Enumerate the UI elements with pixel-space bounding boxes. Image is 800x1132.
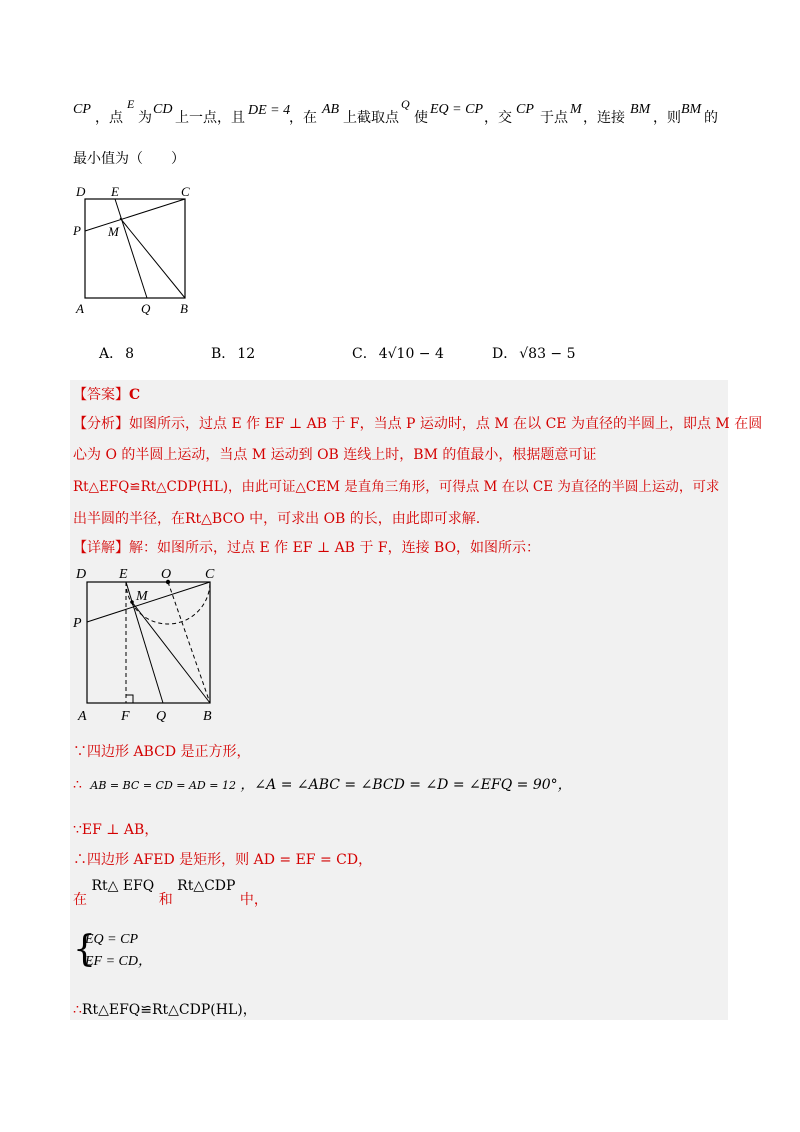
label-Q: Q [141, 301, 151, 316]
right-angle-mark [126, 695, 133, 703]
label-B: B [180, 301, 188, 316]
segment-PC [87, 582, 210, 622]
label-A: A [78, 709, 87, 724]
document-page: CP ，点 E 为 CD 上一点，且 DE = 4 ，在 AB 上截取点 Q 使 EQ = CP ，交 CP 于点 M ，连接 BM ，则 BM 的 最小值为（ ） D E C P M A Q B A． 8 B． 12 C． 4√10 − 4 D． √83 − 5 【答案】C 【分析】如图所示，过点 E 作 EF ⊥ AB 于 F，当点 P 运动时，点 M 在以 CE 为直径的半圆上，即点 M 在圆 心为 O 的半圆上运动，当点 M 运动到 OB 连线上时，BM 的值最小，根据题意可证 Rt△EFQ≌Rt△CDP(HL)，由此可证△CEM 是直角三角形，可得点 M 在以 CE 为直径的半圆上运动，可求 出半圆的半径，在Rt△BCO 中，可求出 OB 的长，由此即可求解. 【详解】解：如图所示，过点 E 作 EF ⊥ AB 于 F，连接 BO，如图所示： D E O C M P A F Q B ∵四边形 ABCD 是正方形， ∴ AB = BC = CD = AD = 12 ，∠A = ∠ABC = ∠BCD = ∠D = ∠EFQ = 90°， ∵EF ⊥ AB， ∴四边形 AFED 是矩形，则 AD = EF = CD， 在 Rt△ EFQ 和 Rt△CDP 中， { EQ = CP EF = CD， ∴Rt△EFQ≌Rt△CDP(HL)， [0, 0, 800, 1132]
label-O: O [161, 567, 172, 582]
proof-line-1: ∵四边形 ABCD 是正方形， [73, 744, 251, 760]
option-d[interactable]: D． √83 − 5 [492, 346, 576, 362]
label-E: E [111, 184, 119, 199]
proof-line-3: ∵EF ⊥ AB， [73, 822, 159, 838]
label-D: D [76, 184, 86, 199]
proof-line-4: ∴四边形 AFED 是矩形，则 AD = EF = CD， [73, 852, 373, 868]
option-b[interactable]: B． 12 [211, 346, 256, 362]
geometry-figure-2 [72, 562, 222, 727]
question-line-2: 最小值为（ ） [73, 151, 185, 167]
label-C: C [181, 184, 190, 199]
answer-line: 【答案】C [73, 387, 141, 403]
point-M [130, 600, 134, 604]
segment-MB [132, 602, 210, 703]
proof-line-7: ∴Rt△EFQ≌Rt△CDP(HL)， [73, 1002, 257, 1018]
label-D: D [76, 567, 87, 582]
label-B: B [203, 709, 212, 724]
option-c[interactable]: C． 4√10 − 4 [352, 346, 444, 362]
analysis-line-2: 心为 O 的半圆上运动，当点 M 运动到 OB 连线上时，BM 的值最小，根据题意可证 [73, 447, 597, 463]
label-F: F [121, 709, 130, 724]
label-P: P [73, 616, 82, 631]
label-Q: Q [156, 709, 167, 724]
segment-MB [120, 218, 185, 298]
label-M: M [136, 589, 148, 604]
label-M: M [108, 224, 119, 239]
proof-line-5: 在 Rt△ EFQ 和 Rt△CDP 中， [73, 878, 268, 908]
option-a[interactable]: A． 8 [99, 346, 135, 362]
analysis-line-3: Rt△EFQ≌Rt△CDP(HL)，由此可证△CEM 是直角三角形，可得点 M 在以 CE 为直径的半圆上运动，可求 [73, 479, 720, 495]
label-A: A [76, 301, 84, 316]
detail-intro: 【详解】解：如图所示，过点 E 作 EF ⊥ AB 于 F，连接 BO，如图所示： [73, 540, 541, 556]
geometry-figure-1 [70, 180, 200, 320]
segment-EQ [115, 199, 147, 298]
analysis-line-1: 【分析】如图所示，过点 E 作 EF ⊥ AB 于 F，当点 P 运动时，点 M 在以 CE 为直径的半圆上，即点 M 在圆 [73, 416, 763, 432]
label-C: C [205, 567, 215, 582]
label-P: P [73, 223, 81, 238]
segment-PC [85, 199, 185, 231]
segment-OB [168, 582, 210, 703]
proof-line-2: ∴ AB = BC = CD = AD = 12 ，∠A = ∠ABC = ∠BCD = ∠D = ∠EFQ = 90°， [73, 777, 572, 793]
label-E: E [119, 567, 128, 582]
analysis-line-4: 出半圆的半径，在Rt△BCO 中，可求出 OB 的长，由此即可求解. [73, 511, 481, 527]
